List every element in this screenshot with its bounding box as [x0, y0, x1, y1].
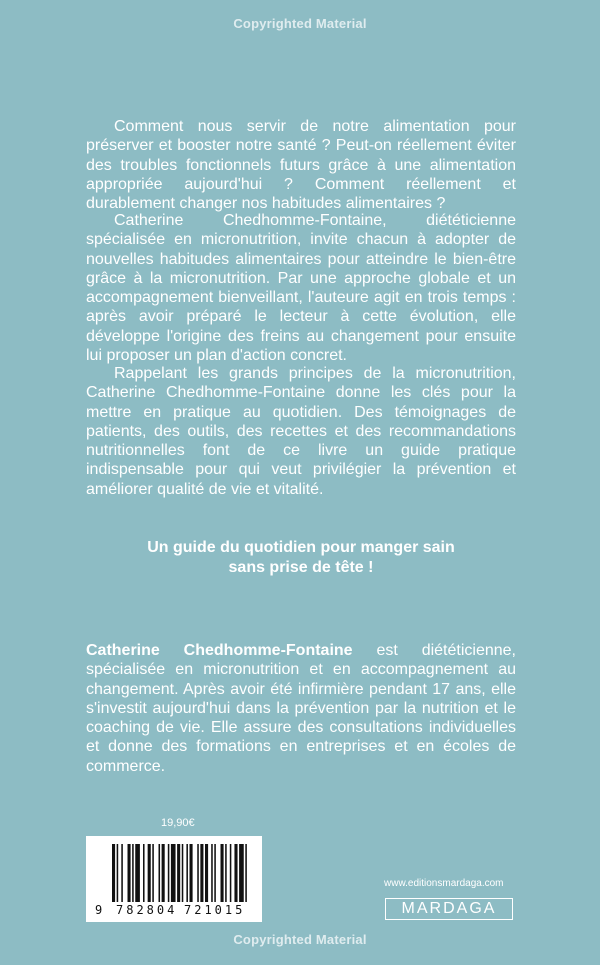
- barcode-bar: [159, 844, 161, 902]
- publisher-logo: MARDAGA: [385, 898, 513, 920]
- barcode-bar: [221, 844, 224, 902]
- isbn-group-2: 721015: [184, 903, 246, 917]
- barcode-bar: [205, 844, 208, 902]
- isbn-number: [86, 903, 262, 919]
- barcode-bar: [186, 844, 188, 902]
- barcode-bar: [200, 844, 203, 902]
- barcode-bar: [234, 844, 237, 902]
- barcode-bar: [143, 844, 145, 902]
- description-paragraph-2: Catherine Chedhomme-Fontaine, diététicienne spécialisée en micronutrition, invite chacun à adopter de nouvelles habitudes alimentaires pour atteindre le bien-être grâce à la micronutrition. Par une approche globale et un accompagnement bienveillant, l'auteure agit en trois temps : après avoir préparé le lecteur à cette évolution, elle développe l'origine des freins au changement pour ensuite lui proposer un plan d'action concret.: [86, 212, 516, 365]
- barcode-bar: [190, 844, 193, 902]
- barcode-bar: [230, 844, 232, 902]
- barcode-bar: [128, 844, 131, 902]
- barcode-bar: [171, 844, 176, 902]
- barcode-bar: [152, 844, 154, 902]
- tagline-line-1: Un guide du quotidien pour manger sain: [147, 539, 455, 556]
- barcode-bars: [86, 836, 262, 906]
- isbn-group-1: 782804: [116, 903, 178, 917]
- publisher-website: www.editionsmardaga.com: [384, 878, 504, 889]
- author-bio: [86, 641, 516, 776]
- barcode-bar: [177, 844, 180, 902]
- barcode-bar: [225, 844, 227, 902]
- barcode-bar: [135, 844, 140, 902]
- author-bio-text: est diététicienne, spécialisée en micronutrition et en accompagnement au changement. Après avoir été infirmière pendant 17 ans, elle s'investit aujourd'hui dans la prévention par la nutrition et le coaching de vie. Elle assure des consultations individuelles et donne des formations en entreprises et en écoles de commerce.: [86, 642, 516, 775]
- author-name: Catherine Chedhomme-Fontaine: [86, 642, 353, 659]
- watermark-bottom: Copyrighted Material: [233, 932, 367, 947]
- description-paragraph-1: Comment nous servir de notre alimentation pour préserver et booster notre santé ? Peut-on réellement éviter des troubles fonctionnels futurs grâce à une alimentation appropriée aujourd'hui ? Comment réellement et durablement changer nos habitudes alimentaires ?: [86, 118, 516, 213]
- barcode-bar: [197, 844, 199, 902]
- barcode-bar: [132, 844, 134, 902]
- barcode-bar: [214, 844, 216, 902]
- barcode-bar: [245, 844, 247, 902]
- watermark-top: Copyrighted Material: [233, 16, 367, 31]
- barcode-bar: [121, 844, 123, 902]
- tagline: [86, 538, 516, 578]
- barcode-bar: [168, 844, 170, 902]
- barcode: [86, 836, 262, 922]
- barcode-bar: [211, 844, 213, 902]
- isbn-prefix-digit: 9: [95, 903, 103, 917]
- barcode-bar: [182, 844, 184, 902]
- barcode-bar: [117, 844, 119, 902]
- barcode-bar: [162, 844, 165, 902]
- barcode-bar: [112, 844, 115, 902]
- description-paragraph-3: Rappelant les grands principes de la micronutrition, Catherine Chedhomme-Fontaine donne les clés pour la mettre en pratique au quotidien. Des témoignages de patients, des outils, des recettes et des recommandations nutritionnelles font de ce livre un guide pratique indispensable pour qui veut privilégier la prévention et améliorer qualité de vie et vitalité.: [86, 365, 516, 498]
- price: 19,90€: [161, 817, 195, 829]
- tagline-line-2: sans prise de tête !: [228, 559, 374, 576]
- barcode-bar: [239, 844, 244, 902]
- barcode-bar: [148, 844, 151, 902]
